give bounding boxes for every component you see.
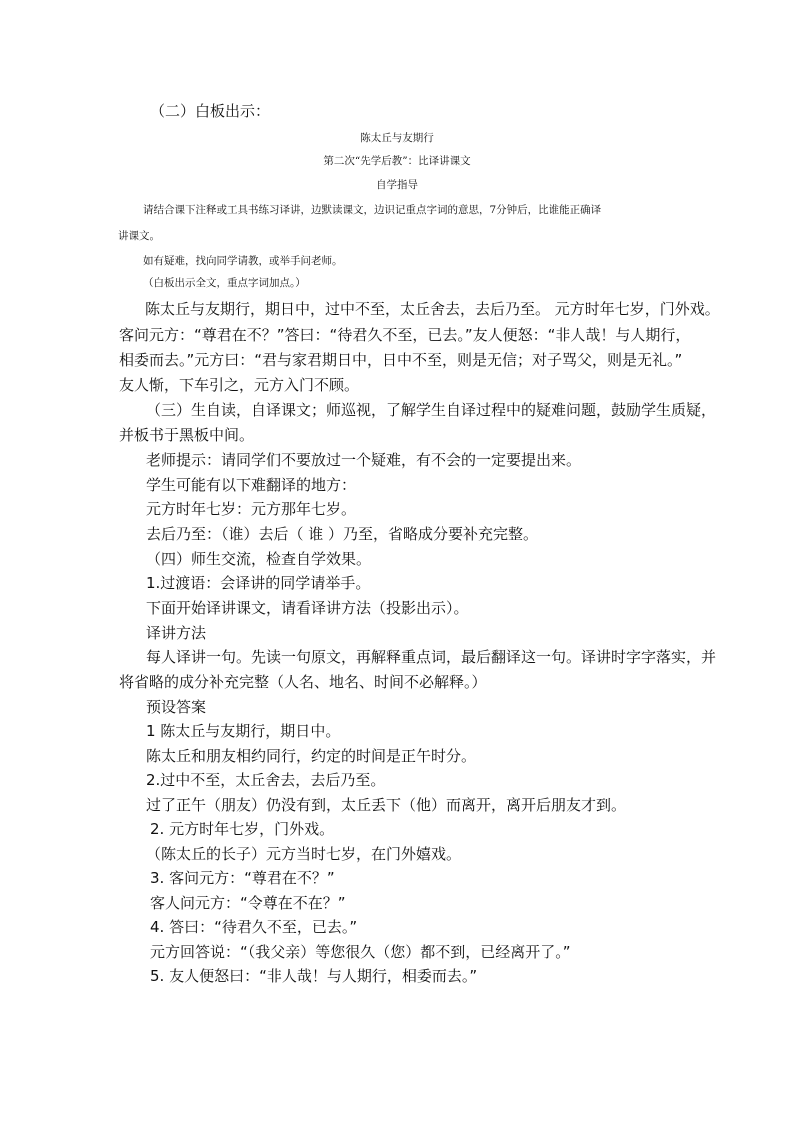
- guide-title: 自学指导: [376, 179, 418, 191]
- answer-line: 3. 客问元方：“尊君在不？”: [150, 869, 335, 887]
- method-intro: 下面开始译讲课文，请看译讲方法（投影出示）。: [146, 599, 469, 617]
- transition-text: 1.过渡语：会译讲的同学请举手。: [146, 574, 371, 592]
- answer-line: 2.过中不至，太丘舍去，去后乃至。: [146, 771, 386, 789]
- original-text-line4: 友人惭，下车引之，元方入门不顾。: [119, 376, 360, 394]
- answer-line: 2. 元方时年七岁，门外戏。: [150, 820, 335, 838]
- answer-line: （陈太丘的长子）元方当时七岁，在门外嬉戏。: [146, 845, 462, 863]
- board-subtitle: 第二次“先学后教”：比译讲课文: [323, 155, 471, 167]
- answer-line: 客人问元方：“令尊在不在？”: [150, 894, 346, 912]
- step4: （四）师生交流，检查自学效果。: [146, 550, 372, 568]
- answer-line: 5. 友人便怒曰：“非人哉！与人期行，相委而去。”: [150, 967, 478, 985]
- difficult-item-1: 元方时年七岁：元方那年七岁。: [146, 500, 357, 518]
- board-note: （白板出示全文，重点字词加点。）: [143, 277, 306, 289]
- original-text-line2: 客问元方：“尊君在不？”答曰：“待君久不至，已去。”友人便怒：“非人哉！与人期行，: [119, 326, 691, 344]
- guide-text-line2: 讲课文。: [118, 230, 160, 242]
- method-text-line1: 每人译讲一句。先读一句原文，再解释重点词，最后翻译这一句。译讲时字字落实，并: [146, 648, 717, 666]
- board-title: 陈太丘与友期行: [360, 132, 434, 144]
- method-title: 译讲方法: [146, 624, 207, 642]
- answers-title: 预设答案: [146, 698, 207, 716]
- difficult-intro: 学生可能有以下难翻译的地方：: [146, 476, 357, 494]
- answer-line: 4. 答曰：“待君久不至，已去。”: [150, 918, 358, 936]
- ask-help-note: 如有疑难，找向同学请教，或举手问老师。: [143, 255, 343, 267]
- method-text-line2: 将省略的成分补充完整（人名、地名、时间不必解释。）: [119, 673, 487, 691]
- original-text-line3: 相委而去。”元方曰：“君与家君期日中，日中不至，则是无信；对子骂父，则是无礼。”: [119, 351, 683, 369]
- answer-line: 陈太丘和朋友相约同行，约定的时间是正午时分。: [146, 747, 477, 765]
- answer-line: 1 陈太丘与友期行，期日中。: [146, 722, 341, 740]
- guide-text-line1: 请结合课下注释或工具书练习译讲，边默读课文，边识记重点字词的意思，7分钟后，比谁能正确译: [143, 204, 602, 216]
- step3-line2: 并板书于黑板中间。: [119, 426, 255, 444]
- answer-line: 元方回答说：“（我父亲）等您很久（您）都不到，已经离开了。”: [150, 943, 571, 961]
- answer-line: 过了正午（朋友）仍没有到，太丘丢下（他）而离开，离开后朋友才到。: [146, 796, 627, 814]
- teacher-tip: 老师提示：请同学们不要放过一个疑难，有不会的一定要提出来。: [146, 451, 582, 469]
- section-heading: （二）白板出示：: [150, 102, 271, 120]
- original-text-line1: 陈太丘与友期行，期日中，过中不至，太丘舍去，去后乃至。 元方时年七岁，门外戏。: [145, 300, 720, 318]
- step3-line1: （三）生自读，自译课文；师巡视，了解学生自译过程中的疑难问题，鼓励学生质疑，: [146, 401, 717, 419]
- difficult-item-2: 去后乃至：（谁）去后（ 谁 ）乃至，省略成分要补充完整。: [146, 525, 539, 543]
